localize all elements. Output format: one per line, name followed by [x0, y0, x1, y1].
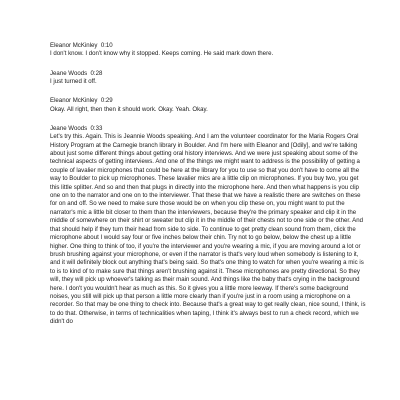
speaker-line	[50, 42, 366, 50]
utterance-text: Let's try this. Again. This is Jeannie Woods speaking. And I am the volunteer coordinator for the Maria Rogers Oral History Program at the Carnegie branch library in Boulder. And I'm here with Eleanor and [Odily], and we're talking about just some different things about getting oral history interviews. And we were just speaking about some of the technical aspects of getting interviews. And one of the things we might want to address is the possibility of getting a couple of lavalier microphones that could be here at the library for you to use so that you don't have to come all the way to Boulder to pick up microphones. These lavalier mics are a little clip on microphones. If you buy two, you get this little splitter. And so and then that plugs in directly into the microphone here. And then what happens is you clip one on to the narrator and one on to the interviewer. That these that we have a realistic there are switches on these for on and off. So we need to make sure those would be on when you clip these on, you might want to put the narrator's mic a little bit closer to them than the interviewers, because they're the primary speaker and clip it in the middle of somewhere on their shirt or sweater but clip it in the middle of their chests not to one side or the other. And that should help if they turn their head from side to side. To continue to get pretty clean sound from them, click the microphone about I would say four or five inches below their chin. Try not to go below, below the chest up a little higher. One thing to think of too, if you're the interviewer and you're wearing a mic, if you are moving around a lot or brush brushing against your microphone, or even if the narrator is that's very loud when somebody is listening to it, and it will definitely block out anything that's being said. So that's one thing to watch for when you're wearing a mic is to is to kind of to make sure that things aren't brushing against it. These microphones are pretty directional. So they will, they will pick up whoever's talking as their main sound. And things like the baby that's crying in the background here. I don't you wouldn't hear as much as this. So it gives you a little more leeway. If there's some background noises, you still will pick up that person a little more clearly than if you're just in a room using a microphone on a recorder. So that may be one thing to check into. Because that's a great way to get really clean, nice sound, I think, is to do that. Otherwise, in terms of technicalities when taping, I think it's always best to run a check record, which we didn't do	[50, 133, 366, 326]
speaker-line	[50, 97, 366, 105]
timestamp: 0:28	[90, 69, 103, 77]
timestamp: 0:10	[100, 42, 113, 49]
transcript-entry	[50, 42, 366, 59]
speaker-name: Jeane Woods	[50, 69, 88, 77]
transcript-page	[50, 42, 366, 337]
timestamp: 0:29	[100, 97, 113, 105]
speaker-name: Eleanor McKinley	[50, 42, 98, 49]
timestamp: 0:33	[90, 124, 103, 132]
speaker-name: Jeane Woods	[50, 124, 88, 132]
speaker-line	[50, 125, 366, 133]
utterance-text: Okay. All right, then then it should work. Okay. Yeah. Okay.	[50, 105, 208, 113]
utterance-text: I just turned it off.	[50, 78, 97, 86]
transcript-entry	[50, 70, 366, 87]
speaker-name: Eleanor McKinley	[50, 97, 98, 105]
transcript-entry	[50, 97, 366, 114]
transcript-entry	[50, 125, 366, 327]
speaker-line	[50, 70, 366, 78]
utterance-text: I don't know. I don't know why it stopped. Keeps coming. He said mark down there.	[50, 50, 274, 58]
